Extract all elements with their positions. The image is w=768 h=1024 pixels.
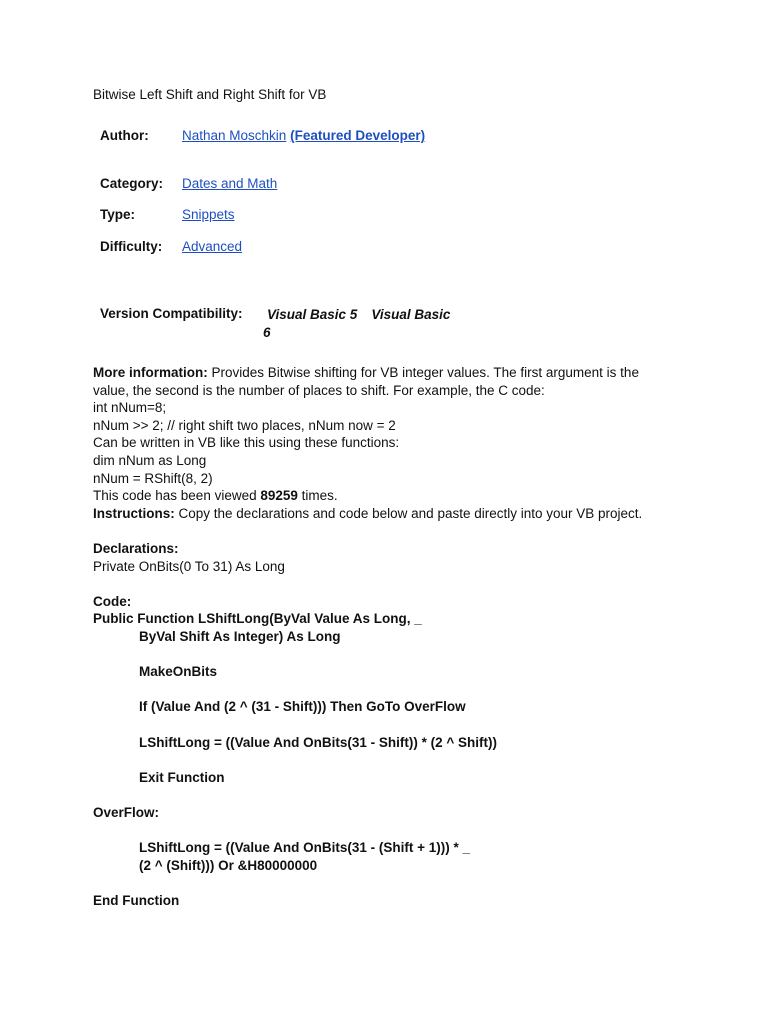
author-label: Author: [100,128,149,143]
more-info-line-7: nNum = RShift(8, 2) [93,470,213,486]
code-line: If (Value And (2 ^ (31 - Shift))) Then GoTo OverFlow [139,699,466,715]
code-line: MakeOnBits [139,664,218,680]
more-info-line-2: value, the second is the number of places to shift. For example, the C code: [93,382,545,398]
more-info-line-6: dim nNum as Long [93,452,207,468]
type-label: Type: [100,207,136,222]
code-label: Code: [93,593,132,609]
code-section [93,540,693,909]
spacer [93,874,693,892]
more-info-line-3: int nNum=8; [93,400,167,416]
instructions-line: Instructions: Copy the declarations and code below and paste directly into your VB project. [93,505,643,521]
spacer [93,822,693,840]
more-info-line-4: nNum >> 2; // right shift two places, nNum now = 2 [93,417,396,433]
more-info-line-5: Can be written in VB like this using these functions: [93,435,400,451]
viewed-count-line: This code has been viewed 89259 times. [93,488,338,504]
version-vb6-a: Visual Basic [371,307,451,322]
instructions-label: Instructions: [93,505,175,521]
spacer [93,646,693,664]
category-value [182,176,277,191]
code-line: Public Function LShiftLong(ByVal Value As Long, _ [93,611,422,627]
code-line: LShiftLong = ((Value And OnBits(31 - (Shift + 1))) * _ [139,840,471,856]
code-line: OverFlow: [93,804,160,820]
spacer [93,681,693,699]
version-value [263,306,472,342]
author-link[interactable]: Nathan Moschkin [182,128,287,143]
code-line: LShiftLong = ((Value And OnBits(31 - Shift)) * (2 ^ Shift)) [139,734,497,750]
spacer [93,786,693,804]
difficulty-value [182,239,242,254]
difficulty-link[interactable]: Advanced [182,239,243,254]
difficulty-label: Difficulty: [100,239,163,254]
spacer [93,575,693,593]
version-vb6-b: 6 [263,325,271,340]
version-vb5: Visual Basic 5 [267,307,358,322]
viewed-count: 89259 [260,488,298,504]
category-link[interactable]: Dates and Math [182,176,278,191]
type-value [182,207,235,222]
page-title: Bitwise Left Shift and Right Shift for VB [93,87,327,102]
category-label: Category: [100,176,164,191]
declarations-line: Private OnBits(0 To 31) As Long [93,558,285,574]
type-link[interactable]: Snippets [182,207,235,222]
author-value [182,128,425,143]
more-info-label: More information: [93,365,208,380]
spacer [93,751,693,769]
declarations-label: Declarations: [93,541,179,556]
code-line: Exit Function [139,769,225,785]
code-line: ByVal Shift As Integer) As Long [139,628,341,644]
more-information-block [93,364,683,522]
spacer [93,716,693,734]
code-line: (2 ^ (Shift))) Or &H80000000 [139,857,318,873]
more-info-line-1: More information: Provides Bitwise shifting for VB integer values. The first argument is the [93,365,639,380]
featured-developer-link[interactable]: (Featured Developer) [290,128,426,143]
version-label: Version Compatibility: [100,306,243,321]
code-line: End Function [93,892,180,908]
